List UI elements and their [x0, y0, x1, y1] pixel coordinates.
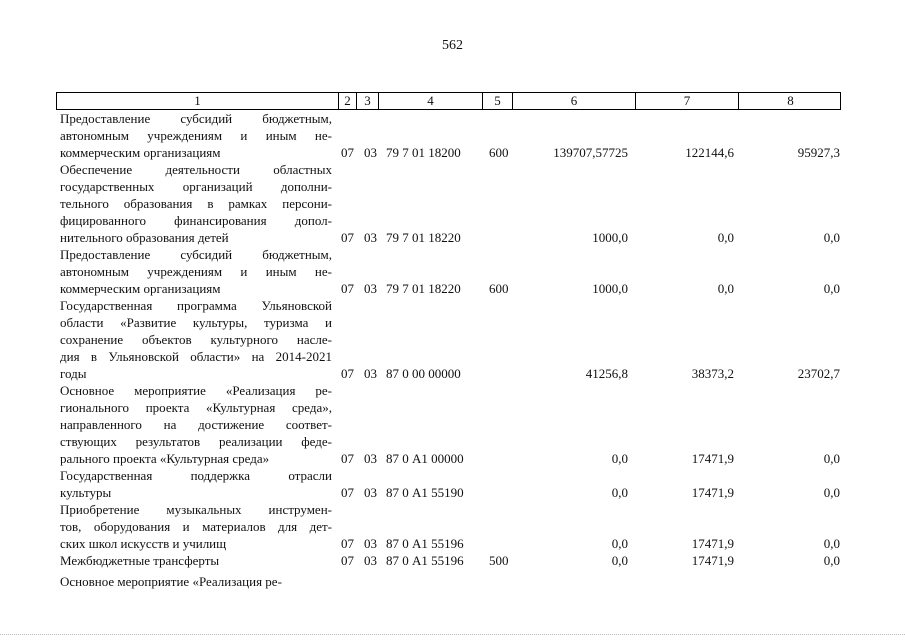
amount-col-7: 17471,9	[691, 485, 734, 500]
table-row	[60, 382, 840, 467]
description-line: тов, оборудования и материалов для дет-	[60, 519, 332, 534]
description-line: гионального проекта «Культурная среда»,	[60, 400, 332, 415]
description-line: Государственная программа Ульяновской	[60, 298, 332, 313]
expense-type-code: 500	[489, 553, 509, 568]
section-code: 07	[341, 145, 354, 160]
amount-col-8: 95927,3	[797, 145, 840, 160]
target-article-code: 79 7 01 18220	[386, 281, 461, 296]
section-code: 07	[341, 230, 354, 245]
header-col-4: 4	[379, 93, 483, 109]
column-header-row	[56, 92, 841, 110]
subsection-code: 03	[364, 536, 377, 551]
amount-col-7: 17471,9	[691, 451, 734, 466]
section-code: 07	[341, 485, 354, 500]
description-line: области «Развитие культуры, туризма и	[60, 315, 332, 330]
table-row	[60, 573, 840, 590]
description-line: Основное мероприятие «Реализация ре-	[60, 383, 332, 398]
subsection-code: 03	[364, 553, 377, 568]
header-col-2: 2	[339, 93, 357, 109]
section-code: 07	[341, 451, 354, 466]
description-line: нительного образования детей	[60, 230, 229, 245]
description-line: государственных организаций дополни-	[60, 179, 332, 194]
description-line: автономным учреждениям и иным не-	[60, 264, 332, 279]
amount-col-7: 0,0	[717, 230, 734, 245]
amount-col-7: 122144,6	[685, 145, 734, 160]
amount-col-6: 0,0	[611, 485, 628, 500]
description-line: культуры	[60, 485, 112, 500]
row-description	[60, 246, 332, 297]
header-col-5: 5	[483, 93, 513, 109]
amount-col-6: 0,0	[611, 451, 628, 466]
amount-col-8: 0,0	[823, 536, 840, 551]
subsection-code: 03	[364, 145, 377, 160]
section-code: 07	[341, 366, 354, 381]
target-article-code: 87 0 А1 55190	[386, 485, 464, 500]
expense-type-code: 600	[489, 281, 509, 296]
table-row	[60, 161, 840, 246]
amount-col-7: 0,0	[717, 281, 734, 296]
description-line: ствующих результатов реализации феде-	[60, 434, 332, 449]
row-description	[60, 501, 332, 552]
table-row	[60, 246, 840, 297]
subsection-code: 03	[364, 451, 377, 466]
subsection-code: 03	[364, 485, 377, 500]
row-description	[60, 382, 332, 467]
row-description	[60, 110, 332, 161]
row-description	[60, 467, 332, 501]
row-description	[60, 552, 332, 569]
header-col-8: 8	[787, 93, 794, 108]
amount-col-7: 17471,9	[691, 553, 734, 568]
amount-col-6: 1000,0	[592, 281, 628, 296]
description-line: рального проекта «Культурная среда»	[60, 451, 270, 466]
amount-col-8: 0,0	[823, 451, 840, 466]
row-description	[60, 573, 332, 590]
header-col-1: 1	[57, 93, 339, 109]
amount-col-7: 17471,9	[691, 536, 734, 551]
target-article-code: 87 0 А1 55196	[386, 536, 464, 551]
description-line: сохранение объектов культурного насле-	[60, 332, 332, 347]
amount-col-8: 0,0	[823, 230, 840, 245]
expense-type-code: 600	[489, 145, 509, 160]
header-col-7: 7	[636, 93, 739, 109]
section-code: 07	[341, 553, 354, 568]
description-line: дия в Ульяновской области» на 2014-2021	[60, 349, 332, 364]
description-line: Государственная поддержка отрасли	[60, 468, 332, 483]
section-code: 07	[341, 281, 354, 296]
table-row	[60, 467, 840, 501]
target-article-code: 79 7 01 18220	[386, 230, 461, 245]
table-row	[60, 297, 840, 382]
subsection-code: 03	[364, 281, 377, 296]
amount-col-8: 0,0	[823, 553, 840, 568]
subsection-code: 03	[364, 366, 377, 381]
amount-col-6: 1000,0	[592, 230, 628, 245]
description-line: коммерческим организациям	[60, 281, 221, 296]
description-line: тельного образования в рамках персони-	[60, 196, 332, 211]
subsection-code: 03	[364, 230, 377, 245]
table-row	[60, 501, 840, 552]
description-line: автономным учреждениям и иным не-	[60, 128, 332, 143]
section-code: 07	[341, 536, 354, 551]
description-line: направленного на достижение соответ-	[60, 417, 332, 432]
description-line: Основное мероприятие «Реализация ре-	[60, 574, 282, 589]
table-row	[60, 552, 840, 569]
header-col-6: 6	[513, 93, 636, 109]
amount-col-8: 23702,7	[797, 366, 840, 381]
description-line: Предоставление субсидий бюджетным,	[60, 111, 332, 126]
amount-col-6: 0,0	[611, 553, 628, 568]
target-article-code: 87 0 А1 55196	[386, 553, 464, 568]
header-col-3: 3	[357, 93, 379, 109]
target-article-code: 87 0 А1 00000	[386, 451, 464, 466]
amount-col-8: 0,0	[823, 281, 840, 296]
description-line: Обеспечение деятельности областных	[60, 162, 332, 177]
description-line: коммерческим организациям	[60, 145, 221, 160]
amount-col-6: 139707,57725	[553, 145, 628, 160]
amount-col-6: 41256,8	[585, 366, 628, 381]
target-article-code: 87 0 00 00000	[386, 366, 461, 381]
amount-col-8: 0,0	[823, 485, 840, 500]
description-line: Предоставление субсидий бюджетным,	[60, 247, 332, 262]
amount-col-6: 0,0	[611, 536, 628, 551]
amount-col-7: 38373,2	[691, 366, 734, 381]
description-line: годы	[60, 366, 87, 381]
description-line: Приобретение музыкальных инструмен-	[60, 502, 332, 517]
row-description	[60, 297, 332, 382]
row-description	[60, 161, 332, 246]
page-number: 562	[442, 38, 463, 53]
description-line: фицированного финансирования допол-	[60, 213, 332, 228]
table-row	[60, 110, 840, 161]
target-article-code: 79 7 01 18200	[386, 145, 461, 160]
description-line: Межбюджетные трансферты	[60, 553, 220, 568]
footer-divider	[0, 634, 905, 636]
description-line: ских школ искусств и училищ	[60, 536, 227, 551]
